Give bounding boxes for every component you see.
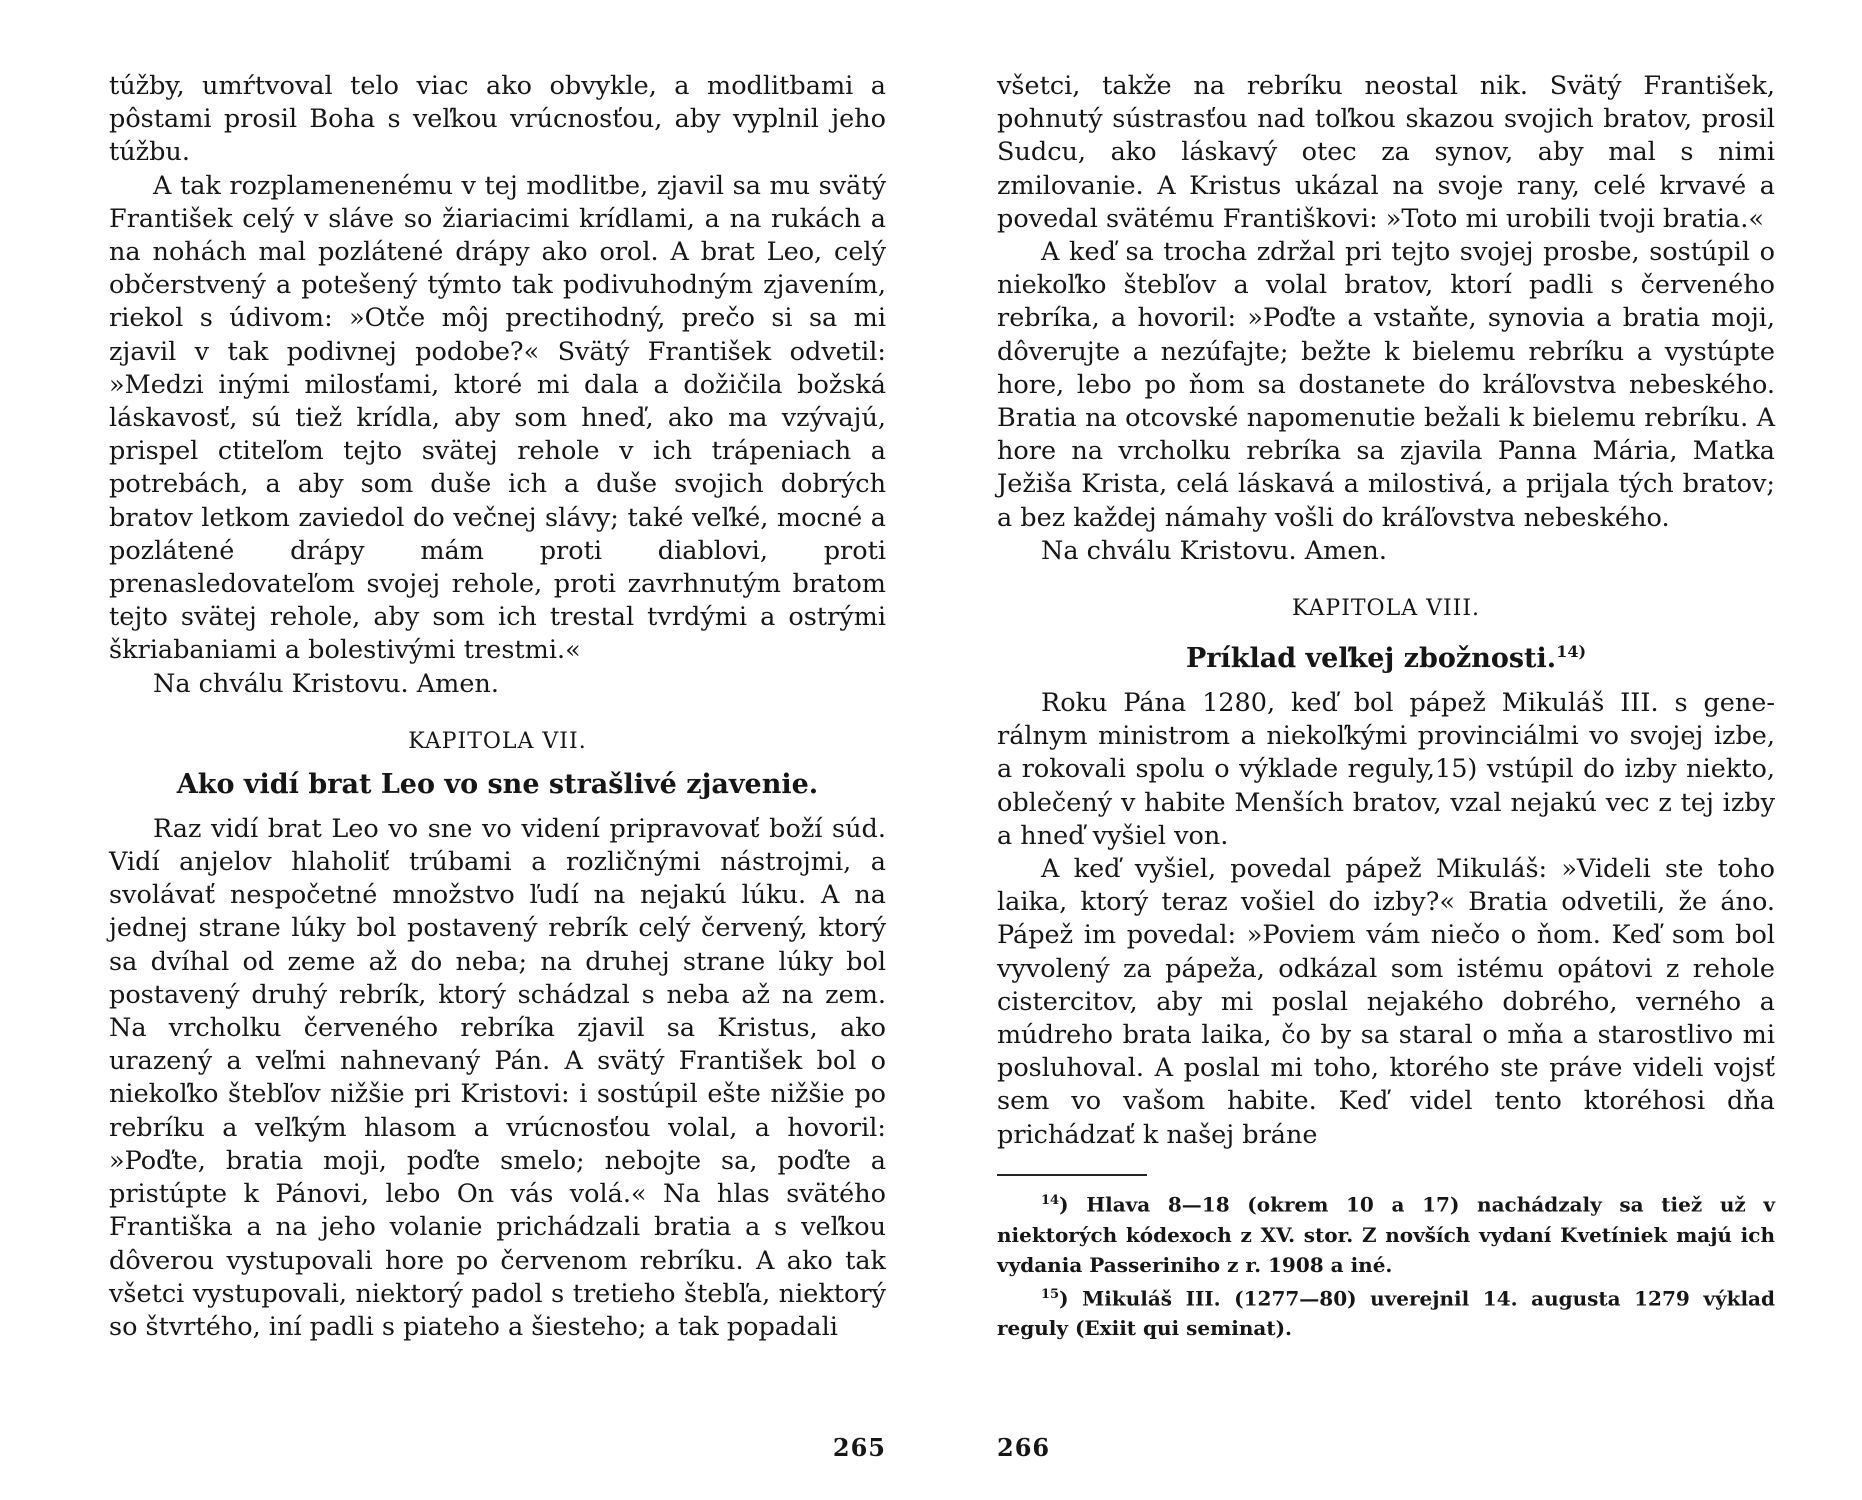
page-number: 266 — [997, 1433, 1051, 1462]
paragraph: Na chválu Kristovu. Amen. — [153, 668, 499, 699]
paragraph: Raz vidí brat Leo vo sne vo videní pripravovať boží súd. Vidí anjelov hlaholiť trúbami a rozličnými nástrojmi, a svolávať nespočetné množstvo ľudí na nejakú lúku. A na jednej strane lúky bol postavený rebrík celý červený, ktorý sa dvíhal od zeme až do neba; na druhej strane lúky bol postavený druhý rebrík, ktorý schádzal s neba až na zem. Na vrcholku červeného rebríka zjavil sa Kristus, ako urazený a veľmi nahnevaný Pán. A svätý František bol o niekoľko štebľov nižšie pri Kristovi: i sostúpil ešte nižšie po rebríku a veľkým hlasom a vrúcnosťou volal, a hovoril: »Poďte, bratia moji, poďte smelo; nebojte sa, poďte a pristúpte k Pánovi, lebo On vás volá.« Na hlas svätého Františka a na jeho volanie prichádzali bratia a s veľkou dôverou vystupovali hore po červenom rebríku. A ako tak všetci vystupovali, niektorý padol s tretieho štebľa, niektorý so štvrtého, iní padli s piateho a šiesteho; a tak popadali — [109, 813, 886, 1342]
paragraph: Roku Pána 1280, keď bol pápež Mikuláš III. s generálnym ministrom a niekoľkými provinciálmi vo svojej izbe, a rokovali spolu o výklade reguly,15) vstúpil do izby niekto, oblečený v habite Menších bratov, vzal nejakú vec z tej izby a hneď vyšiel von. — [997, 688, 1775, 851]
paragraph: túžby, umŕtvoval telo viac ako obvykle, a modlitbami a pôstami prosil Boha s veľkou vrúcnosťou, aby vyplnil jeho túžbu. — [109, 71, 886, 168]
footnote — [997, 1280, 1775, 1344]
page-number: 265 — [832, 1433, 886, 1462]
paragraph: A keď sa trocha zdržal pri tejto svojej prosbe, sostúpil o niekoľko štebľov a volal bratov, ktorí padli s červeného rebríka, a hovoril: »Poďte a vstaňte, synovia a bratia moji, dôverujte a nezúfajte; bežte k bielemu rebríku a vystúpte hore, lebo po ňom sa dostanete do kráľovstva nebeského. Bratia na otcovské napomenutie bežali k bielemu rebríku. A hore na vrcholku rebríka sa zjavila Panna Mária, Matka Ježiša Krista, celá láskavá a milostivá, a prijala tých bratov; a bez každej námahy vošli do kráľovstva nebeského. — [997, 237, 1775, 533]
footnote-text: ) Mikuláš III. (1277—80) uverejnil 14. augusta 1279 výklad reguly (Exiit qui seminat). — [997, 1286, 1775, 1341]
paragraph: A keď vyšiel, povedal pápež Mikuláš: »Videli ste toho laika, ktorý teraz vošiel do izby?« Bratia odvetili, že áno. Pápež im povedal: »Poviem vám niečo o ňom. Keď som bol vyvolený za pápeža, odkázal som istému opátovi z rehole cistercitov, aby mi poslal nejakého dobrého, verného a múdreho brata laika, čo by sa staral o mňa a starostlivo mi posluhoval. A poslal mi toho, ktorého ste práve videli vojsť sem vo vašom habite. Keď videl tento ktoréhosi dňa prichádzať k našej bráne — [997, 854, 1775, 1150]
paragraph: A tak rozplamenenému v tej modlitbe, zjavil sa mu svätý František celý v sláve so žiariacimi krídlami, a na rukách a na nohách mal pozlátené drápy ako orol. A brat Leo, celý občerstvený a potešený týmto tak podivuhodným zjavením, riekol s údivom: »Otče môj prectihodný, prečo si sa mi zjavil v tak podivnej podobe?« Svätý František odvetil: »Medzi inými milosťami, ktoré mi dala a dožičila božská láskavosť, sú tiež krídla, aby som hneď, ako ma vzývajú, prispel ctiteľom tejto svätej rehole v ich trápeniach a potrebách, a aby som duše ich a duše svojich dobrých bratov letkom zaviedol do večnej slávy; také veľké, mocné a pozlátené drápy mám proti diablovi, proti prenasledovateľom svojej rehole, proti zavrhnutým bratom tejto svätej rehole, aby som ich trestal tvrdými a ostrými škriabaniami a bolestivými trestmi.« — [109, 170, 886, 666]
footnotes — [997, 1186, 1775, 1343]
left-page-text — [109, 70, 886, 701]
chapter-heading: KAPITOLA VIII. — [1291, 596, 1481, 622]
paragraph: všetci, takže na rebríku neostal nik. Svätý František, pohnutý sústrasťou nad toľkou skazou svojich bratov, prosil Sudcu, ako láskavý otec za synov, aby mal s nimi zmilovanie. A Kristus ukázal na svoje rany, celé krvavé a povedal svätému Františkovi: »Toto mi urobili tvoji bratia.« — [997, 71, 1775, 234]
chapter-title-text: Príklad veľkej zbožnosti. — [1185, 643, 1557, 675]
footnote-mark: 14 — [1041, 1192, 1060, 1208]
paragraph: Na chválu Kristovu. Amen. — [1041, 535, 1387, 566]
chapter-text — [109, 813, 886, 1344]
chapter-title: Ako vidí brat Leo vo sne strašlivé zjavenie. — [176, 768, 819, 800]
chapter-text — [997, 687, 1775, 1152]
chapter-heading: KAPITOLA VII. — [408, 728, 587, 754]
left-page — [109, 70, 886, 1462]
right-page — [997, 70, 1775, 1462]
footnote — [997, 1186, 1775, 1280]
chapter-title — [997, 634, 1775, 677]
footnote-mark: 15 — [1041, 1286, 1060, 1302]
footnote-text: ) Hlava 8—18 (okrem 10 a 17) nachádzaly sa tiež už v niektorých kódexoch z XV. stor. Z novších vydaní Kvetíniek majú ich vydania Passeriniho z r. 1908 a iné. — [997, 1192, 1775, 1277]
footnote-reference: 14) — [1556, 642, 1587, 662]
right-page-text — [997, 70, 1775, 568]
footnote-divider — [997, 1174, 1147, 1176]
